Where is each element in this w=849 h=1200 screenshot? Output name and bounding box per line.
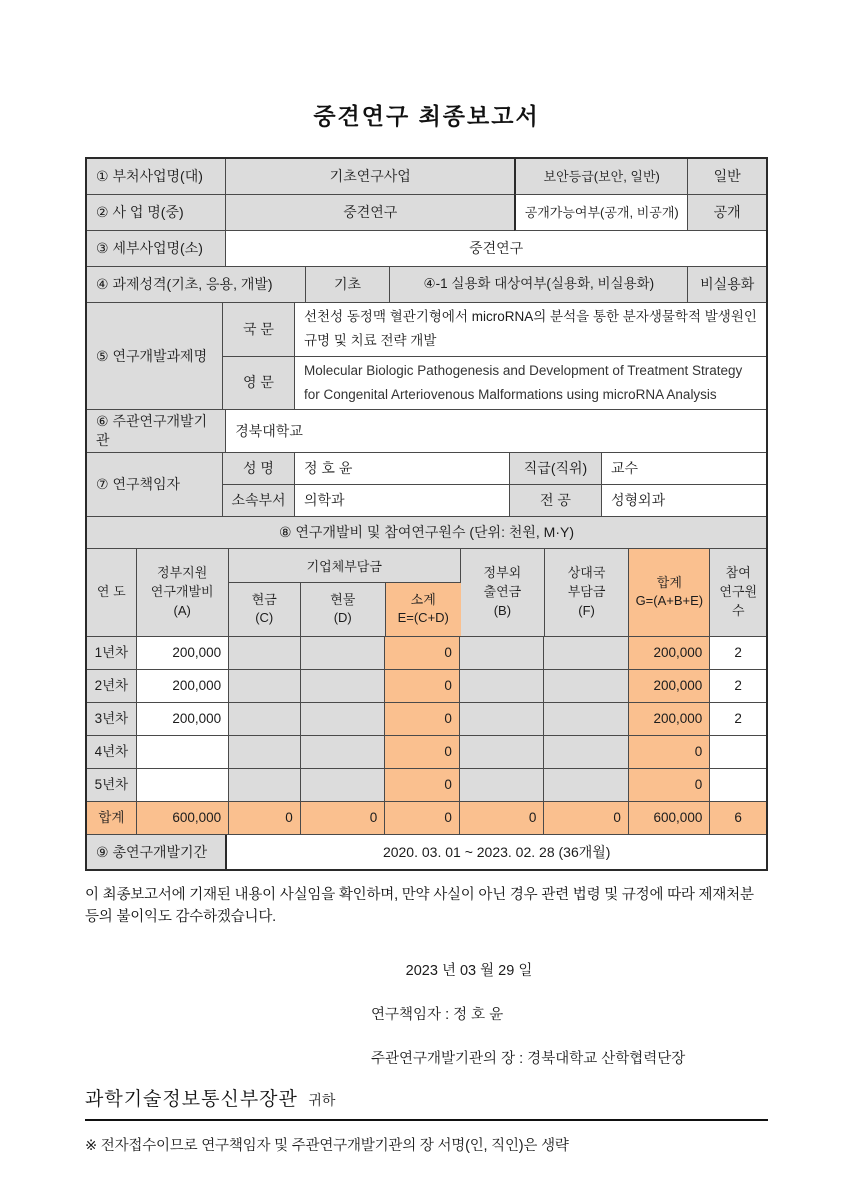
cell-nongov: 0 [460, 802, 545, 835]
value-pi-major: 성형외과 [602, 485, 766, 517]
value-commercialization: 비실용화 [688, 267, 766, 303]
label-project-type: ④ 과제성격(기초, 응용, 개발) [87, 267, 306, 303]
cell-subtotal: 0 [385, 670, 460, 703]
cell-cash [229, 637, 301, 670]
cell-nongov [460, 670, 544, 703]
signature-pi: 연구책임자 : 정 호 윤 [371, 1006, 504, 1023]
funding-section-title: ⑧ 연구개발비 및 참여연구원수 (단위: 천원, M·Y) [87, 517, 766, 549]
label-total-period: ⑨ 총연구개발기간 [87, 835, 226, 869]
cell-inkind [301, 637, 385, 670]
value-program-name: 중견연구 [226, 195, 515, 231]
cell-year: 2년차 [87, 670, 137, 703]
label-pi-name: 성 명 [223, 453, 295, 485]
cell-gov-fund: 200,000 [137, 670, 229, 703]
cell-year: 3년차 [87, 703, 137, 736]
cell-total: 0 [629, 736, 711, 769]
cell-gov-fund: 200,000 [137, 703, 229, 736]
page-title: 중견연구 최종보고서 [313, 103, 540, 129]
cell-subtotal: 0 [385, 769, 460, 802]
cell-total: 200,000 [629, 703, 711, 736]
value-pi-department: 의학과 [295, 485, 510, 517]
header-total: 합계 G=(A+B+E) [629, 549, 710, 637]
value-english-title: Molecular Biologic Pathogenesis and Development of Treatment Strategy for Congenital Arteriovenous Malformations using microRNA Analysis [295, 357, 766, 411]
cell-year: 1년차 [87, 637, 137, 670]
cell-gov-fund: 200,000 [137, 637, 229, 670]
label-project-title: ⑤ 연구개발과제명 [87, 303, 223, 410]
cell-total: 200,000 [629, 670, 711, 703]
value-project-type: 기초 [306, 267, 391, 303]
cell-members: 2 [710, 703, 766, 736]
label-pi-department: 소속부서 [223, 485, 295, 517]
row-funding-section-title [87, 517, 766, 549]
label-commercialization: ④-1 실용화 대상여부(실용화, 비실용화) [390, 267, 688, 303]
cell-inkind [301, 736, 385, 769]
funding-row-total [87, 802, 766, 835]
header-year: 연 도 [87, 549, 137, 637]
label-pi-major: 전 공 [510, 485, 602, 517]
cell-inkind [301, 670, 385, 703]
funding-row-year2 [87, 670, 766, 703]
cell-partner [544, 736, 628, 769]
cell-year: 합계 [87, 802, 137, 835]
header-members: 참여 연구원수 [710, 549, 766, 637]
signature-date: 2023 년 03 월 29 일 [405, 962, 533, 979]
value-lead-institution: 경북대학교 [226, 410, 766, 453]
row-project-title [87, 303, 766, 410]
value-sub-program: 중견연구 [226, 231, 766, 267]
value-ministry-program: 기초연구사업 [226, 159, 515, 195]
cell-cash [229, 670, 301, 703]
header-inkind: 현물 (D) [301, 583, 386, 637]
header-partner-fund: 상대국 부담금 (F) [545, 549, 629, 637]
cell-total: 0 [629, 769, 711, 802]
recipient-honorific: 귀하 [308, 1091, 336, 1108]
cell-nongov [460, 736, 544, 769]
recipient-row [85, 1084, 768, 1121]
cell-year: 5년차 [87, 769, 137, 802]
row-lead-institution [87, 410, 766, 453]
header-gov-fund: 정부지원 연구개발비 (A) [137, 549, 229, 637]
label-principal-investigator: ⑦ 연구책임자 [87, 453, 223, 517]
value-pi-name: 정 호 윤 [295, 453, 510, 485]
row-project-type [87, 267, 766, 303]
cell-nongov [460, 703, 544, 736]
label-english-title: 영 문 [223, 357, 295, 411]
cell-members [710, 736, 766, 769]
value-disclosure: 공개 [688, 195, 766, 231]
cell-partner [544, 769, 628, 802]
cell-subtotal: 0 [385, 703, 460, 736]
cell-partner [544, 670, 628, 703]
cell-inkind [301, 769, 385, 802]
value-pi-rank: 교수 [602, 453, 766, 485]
row-ministry-program [87, 159, 766, 195]
cell-gov-fund [137, 769, 229, 802]
value-korean-title: 선천성 동정맥 혈관기형에서 microRNA의 분석을 통한 분자생물학적 발생원인 규명 및 치료 전략 개발 [295, 303, 766, 357]
cell-inkind [301, 703, 385, 736]
header-nongov-fund: 정부외 출연금 (B) [461, 549, 545, 637]
cell-cash: 0 [229, 802, 301, 835]
row-total-period [87, 835, 766, 869]
cell-members: 2 [710, 637, 766, 670]
label-sub-program: ③ 세부사업명(소) [87, 231, 226, 267]
label-ministry-program: ① 부처사업명(대) [87, 159, 226, 195]
funding-row-year5 [87, 769, 766, 802]
cell-inkind: 0 [301, 802, 386, 835]
cell-subtotal: 0 [385, 637, 460, 670]
header-subtotal: 소계 E=(C+D) [386, 583, 461, 637]
cell-total: 200,000 [629, 637, 711, 670]
signature-institution-head: 주관연구개발기관의 장 : 경북대학교 산학협력단장 [371, 1050, 686, 1067]
cell-members: 6 [710, 802, 766, 835]
label-korean-title: 국 문 [223, 303, 295, 357]
cell-year: 4년차 [87, 736, 137, 769]
header-cash: 현금 (C) [229, 583, 301, 637]
row-sub-program [87, 231, 766, 267]
label-security-grade: 보안등급(보안, 일반) [514, 159, 688, 195]
cell-cash [229, 703, 301, 736]
funding-row-year4 [87, 736, 766, 769]
electronic-submission-note: ※ 전자접수이므로 연구책임자 및 주관연구개발기관의 장 서명(인, 직인)은 생략 [85, 1137, 569, 1154]
header-company-contribution: 기업체부담금 [229, 549, 461, 583]
funding-table-header [87, 549, 766, 637]
declaration-text: 이 최종보고서에 기재된 내용이 사실임을 확인하며, 만약 사실이 아닌 경우 관련 법령 및 규정에 따라 제재처분 등의 불이익도 감수하겠습니다. [85, 886, 754, 926]
cell-subtotal: 0 [385, 736, 460, 769]
cell-nongov [460, 637, 544, 670]
cell-total: 600,000 [629, 802, 711, 835]
report-form [85, 157, 768, 871]
value-total-period: 2020. 03. 01 ~ 2023. 02. 28 (36개월) [225, 835, 766, 869]
row-principal-investigator [87, 453, 766, 517]
label-lead-institution: ⑥ 주관연구개발기관 [87, 410, 226, 453]
cell-members: 2 [710, 670, 766, 703]
row-program-name [87, 195, 766, 231]
value-security-grade: 일반 [688, 159, 766, 195]
cell-subtotal: 0 [385, 802, 460, 835]
label-program-name: ② 사 업 명(중) [87, 195, 226, 231]
cell-partner: 0 [544, 802, 629, 835]
funding-row-year1 [87, 637, 766, 670]
label-pi-rank: 직급(직위) [510, 453, 602, 485]
cell-gov-fund: 600,000 [137, 802, 229, 835]
cell-partner [544, 703, 628, 736]
label-disclosure: 공개가능여부(공개, 비공개) [514, 195, 688, 231]
cell-nongov [460, 769, 544, 802]
cell-cash [229, 769, 301, 802]
recipient-name: 과학기술정보통신부장관 [85, 1088, 298, 1110]
cell-gov-fund [137, 736, 229, 769]
cell-members [710, 769, 766, 802]
cell-cash [229, 736, 301, 769]
cell-partner [544, 637, 628, 670]
header-company-group [229, 549, 461, 637]
funding-row-year3 [87, 703, 766, 736]
